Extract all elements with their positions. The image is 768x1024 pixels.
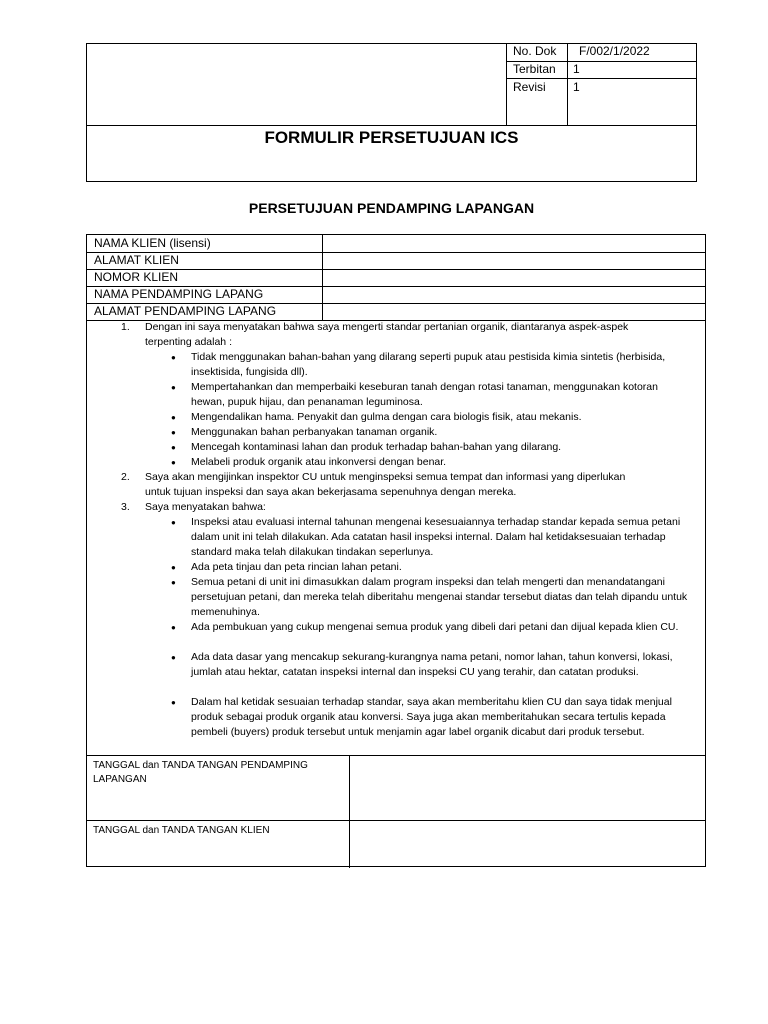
bullet-icon: ● (171, 578, 176, 587)
signature-row-client (87, 820, 705, 868)
document-info-table (506, 43, 697, 126)
field-label: ALAMAT KLIEN (94, 253, 179, 267)
bullet-item (171, 455, 691, 470)
bullet-icon: ● (171, 698, 176, 707)
bullet-item (171, 560, 691, 575)
bullet-icon: ● (171, 458, 176, 467)
item-number: 1. (121, 321, 130, 333)
bullet-text: Semua petani di unit ini dimasukkan dalam program inspeksi dan telah mengerti dan menandatangani persetujuan petani, dan mereka telah diberitahu mengenai standar tersebut diatas dan telah dipandu untuk memenuhinya. (191, 576, 688, 618)
bullet-item (171, 440, 691, 455)
agreement-table (86, 234, 706, 867)
doc-info-value: 1 (573, 80, 580, 94)
item-text: Saya akan mengijinkan inspektor CU untuk menginspeksi semua tempat dan informasi yang diperlukan (145, 471, 626, 483)
form-title: FORMULIR PERSETUJUAN ICS (264, 128, 519, 147)
numbered-item (121, 320, 705, 350)
bullet-item (171, 620, 691, 635)
doc-info-label: No. Dok (513, 44, 557, 58)
bullet-item (171, 650, 691, 680)
bullet-icon: ● (171, 443, 176, 452)
bullet-icon: ● (171, 353, 176, 362)
item-number: 2. (121, 471, 130, 483)
field-label: NAMA PENDAMPING LAPANG (94, 287, 264, 301)
field-label: NAMA KLIEN (lisensi) (94, 236, 211, 250)
section-title: PERSETUJUAN PENDAMPING LAPANGAN (248, 200, 535, 216)
bullet-icon: ● (171, 563, 176, 572)
bullet-item (171, 575, 691, 620)
field-row-client-name (87, 235, 705, 253)
bullet-text: Mempertahankan dan memperbaiki keseburan tanah dengan rotasi tanaman, menggunakan kotoran hewan, pupuk hijau, dan penanaman leguminosa. (191, 381, 658, 408)
item-text: Dengan ini saya menyatakan bahwa saya mengerti standar pertanian organik, diantaranya aspek-aspek (145, 321, 629, 333)
bullet-item (171, 410, 691, 425)
signature-label: TANGGAL dan TANDA TANGAN KLIEN (93, 825, 270, 836)
numbered-item (121, 470, 705, 500)
bullet-text: Mencegah kontaminasi lahan dan produk terhadap bahan-bahan yang dilarang. (191, 441, 562, 453)
doc-info-label: Revisi (513, 80, 546, 94)
doc-info-value: 1 (573, 62, 580, 76)
field-label: NOMOR KLIEN (94, 270, 179, 284)
field-row-field-officer-name (87, 286, 705, 304)
item-number: 3. (121, 501, 130, 513)
bullet-text: Tidak menggunakan bahan-bahan yang dilarang seperti pupuk atau pestisida kimia sintetis (herbisida, insektisida, fungisida dll). (191, 351, 666, 378)
signature-label: TANGGAL dan TANDA TANGAN PENDAMPING LAPANGAN (93, 760, 308, 785)
field-label: ALAMAT PENDAMPING LAPANG (94, 304, 277, 318)
signature-row-field-officer (87, 755, 705, 821)
bullet-text: Menggunakan bahan perbanyakan tanaman organik. (191, 426, 438, 438)
bullet-item (171, 425, 691, 440)
bullet-icon: ● (171, 428, 176, 437)
bullet-icon: ● (171, 518, 176, 527)
bullet-item (171, 695, 691, 740)
bullet-item (171, 350, 691, 380)
field-row-client-number (87, 269, 705, 287)
bullet-text: Mengendalikan hama. Penyakit dan gulma dengan cara biologis fisik, atau mekanis. (191, 411, 582, 423)
doc-info-label: Terbitan (513, 62, 556, 76)
item-text: untuk tujuan inspeksi dan saya akan bekerjasama sepenuhnya dengan mereka. (145, 486, 517, 498)
bullet-text: Dalam hal ketidak sesuaian terhadap standar, saya akan memberitahu klien CU dan saya tidak menjual produk sebagai produk organik atau konversi. Saya juga akan memberitahukan secara tertulis kepada pembeli (buyers) produk tersebut untuk menjamin agar label organik dicabut dari produk tersebut. (191, 696, 672, 738)
item-text: terpenting adalah : (145, 336, 232, 348)
bullet-text: Melabeli produk organik atau inkonversi dengan benar. (191, 456, 447, 468)
bullet-item (171, 515, 691, 560)
bullet-item (171, 380, 691, 410)
item-text: Saya menyatakan bahwa: (145, 501, 266, 513)
bullet-text: Ada peta tinjau dan peta rincian lahan petani. (191, 561, 402, 573)
field-row-field-officer-address (87, 303, 705, 321)
bullet-icon: ● (171, 383, 176, 392)
bullet-icon: ● (171, 623, 176, 632)
numbered-item (121, 500, 705, 515)
field-row-client-address (87, 252, 705, 270)
bullet-icon: ● (171, 653, 176, 662)
bullet-text: Ada data dasar yang mencakup sekurang-kurangnya nama petani, nomor lahan, tahun konversi, lokasi, jumlah atau hektar, catatan inspeksi internal dan inspeksi CU yang terahir, dan catatan produksi. (191, 651, 673, 678)
bullet-text: Inspeksi atau evaluasi internal tahunan mengenai kesesuaiannya terhadap standar kepada semua petani dalam unit ini telah dilakukan. Ada catatan hasil inspeksi internal. Dalam hal ketidaksesuaian terhadap standard maka telah dilakukan tindakan seperlunya. (191, 516, 681, 558)
bullet-icon: ● (171, 413, 176, 422)
doc-info-value: F/002/1/2022 (579, 44, 650, 58)
bullet-text: Ada pembukuan yang cukup mengenai semua produk yang dibeli dari petani dan dijual kepada klien CU. (191, 621, 679, 633)
